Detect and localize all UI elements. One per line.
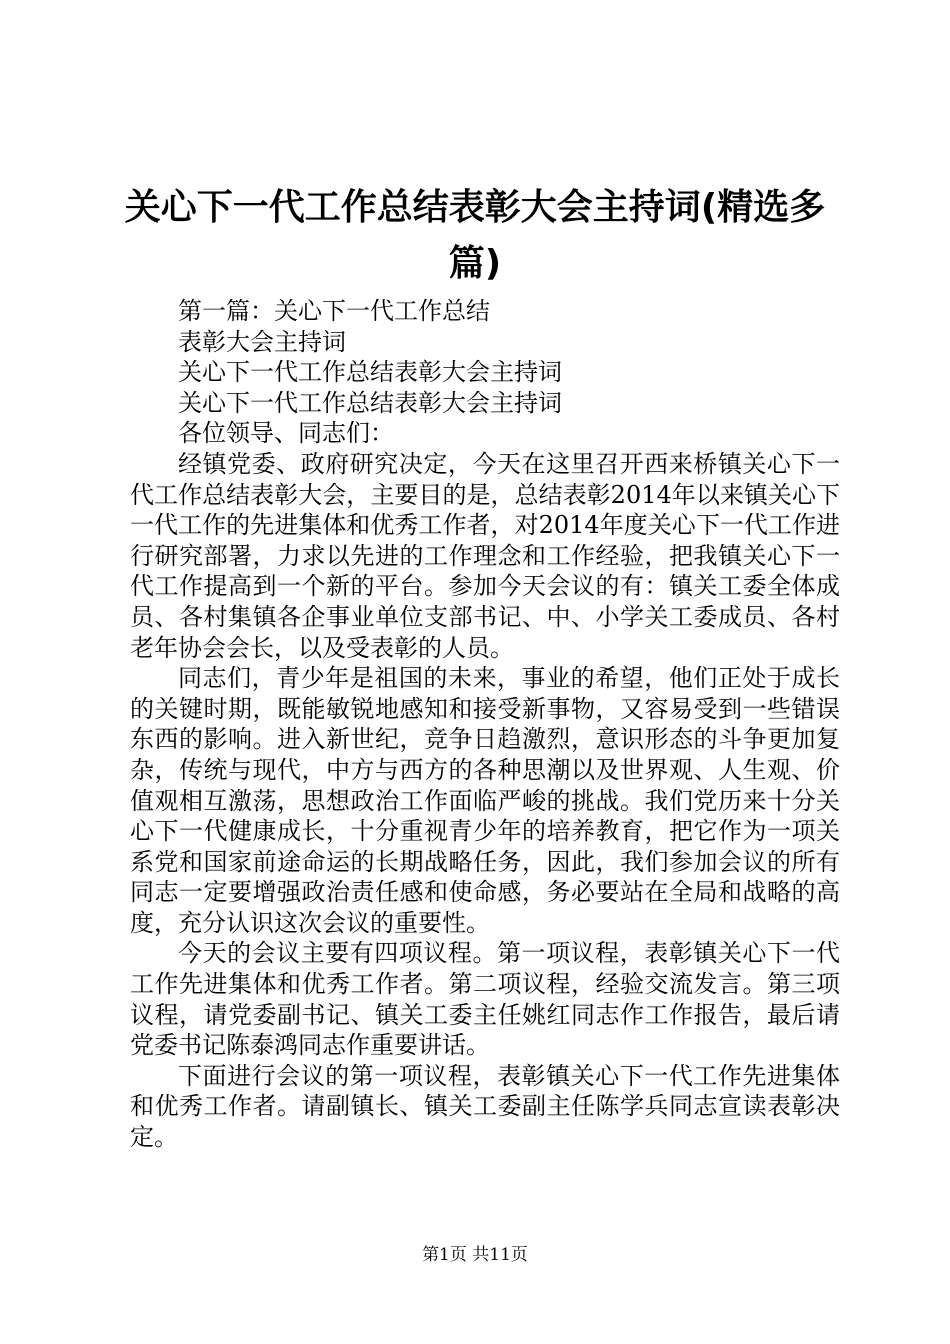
paragraph-salutation: 各位领导、同志们： [178,419,394,448]
paragraph-chapter-heading-cont: 表彰大会主持词 [178,327,346,356]
document-title: 关心下一代工作总结表彰大会主持词(精选多篇) [124,187,826,284]
paragraph-body: 同志们，青少年是祖国的未来，事业的希望，他们正处于成长的关键时期，既能敏锐地感知和接受新事物，又容易受到一些错误东西的影响。进入新世纪，竞争日趋激烈，意识形态的斗争更加复杂，传统与现代，中方与西方的各种思潮以及世界观、人生观、价值观相互激荡，思想政治工作面临严峻的挑战。我们党历来十分关心下一代健康成长，十分重视青少年的培养教育，把它作为一项关系党和国家前途命运的长期战略任务，因此，我们参加会议的所有同志一定要增强政治责任感和使命感，务必要站在全局和战略的高度，充分认识这次会议的重要性。 [130,664,840,937]
paragraph-body: 下面进行会议的第一项议程，表彰镇关心下一代工作先进集体和优秀工作者。请副镇长、镇关工委副主任陈学兵同志宣读表彰决定。 [130,1061,840,1152]
page-indicator: 第1页 共11页 [422,1245,528,1265]
paragraph-body: 今天的会议主要有四项议程。第一项议程，表彰镇关心下一代工作先进集体和优秀工作者。第二项议程，经验交流发言。第三项议程，请党委副书记、镇关工委主任姚红同志作工作报告，最后请党委书记陈泰鸿同志作重要讲话。 [130,939,840,1060]
paragraph-subtitle-2: 关心下一代工作总结表彰大会主持词 [178,388,562,417]
paragraph-subtitle-1: 关心下一代工作总结表彰大会主持词 [178,358,562,387]
paragraph-chapter-heading: 第一篇：关心下一代工作总结 [178,297,490,325]
paragraph-body: 经镇党委、政府研究决定，今天在这里召开西来桥镇关心下一代工作总结表彰大会，主要目的是，总结表彰2014年以来镇关心下一代工作的先进集体和优秀工作者，对2014年度关心下一代工作进行研究部署，力求以先进的工作理念和工作经验，把我镇关心下一代工作提高到一个新的平台。参加今天会议的有：镇关工委全体成员、各村集镇各企事业单位支部书记、中、小学关工委成员、各村老年协会会长，以及受表彰的人员。 [130,449,840,662]
document-body [130,296,840,1153]
